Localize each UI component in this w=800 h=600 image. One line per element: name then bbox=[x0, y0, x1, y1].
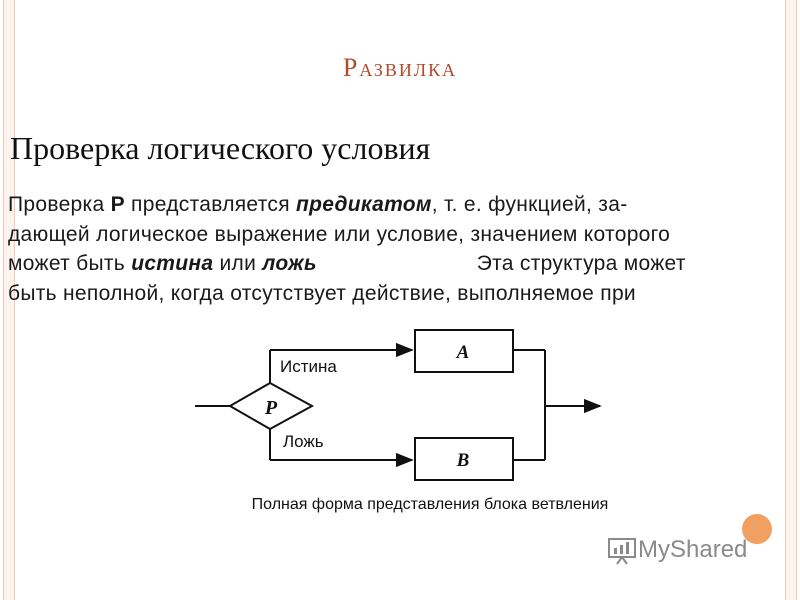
watermark bbox=[608, 536, 747, 565]
line1-part-e: , т. е. функцией, за- bbox=[431, 193, 628, 216]
line3-part-a: может быть bbox=[8, 252, 132, 275]
block-a-label: A bbox=[456, 342, 470, 363]
term-false: ложь bbox=[262, 252, 317, 275]
slide-title: Развилка bbox=[342, 53, 458, 82]
term-predicate: предикатом bbox=[296, 193, 432, 216]
line1-part-c: представляется bbox=[124, 193, 296, 216]
line3-part-c: или bbox=[213, 252, 263, 275]
watermark-text: MyShared bbox=[638, 536, 748, 563]
diagram-caption: Полная форма представления блока ветвления bbox=[251, 496, 609, 513]
predicate-letter: Р bbox=[110, 193, 125, 216]
line3-part-e: Эта структура может bbox=[476, 252, 686, 275]
condition-label: P bbox=[264, 397, 278, 419]
slide-subtitle: Проверка логического условия bbox=[10, 130, 431, 166]
line1-part-a: Проверка bbox=[8, 193, 111, 216]
paragraph-line-2: дающей логическое выражение или условие, значением которого bbox=[8, 222, 671, 246]
presentation-icon bbox=[608, 537, 638, 565]
true-label: Истина bbox=[280, 357, 337, 376]
term-true: истина bbox=[131, 252, 214, 275]
false-label: Ложь bbox=[283, 432, 324, 451]
paragraph-line-4: быть неполной, когда отсутствует действие, выполняемое при bbox=[8, 281, 636, 305]
block-b-label: B bbox=[456, 450, 470, 471]
